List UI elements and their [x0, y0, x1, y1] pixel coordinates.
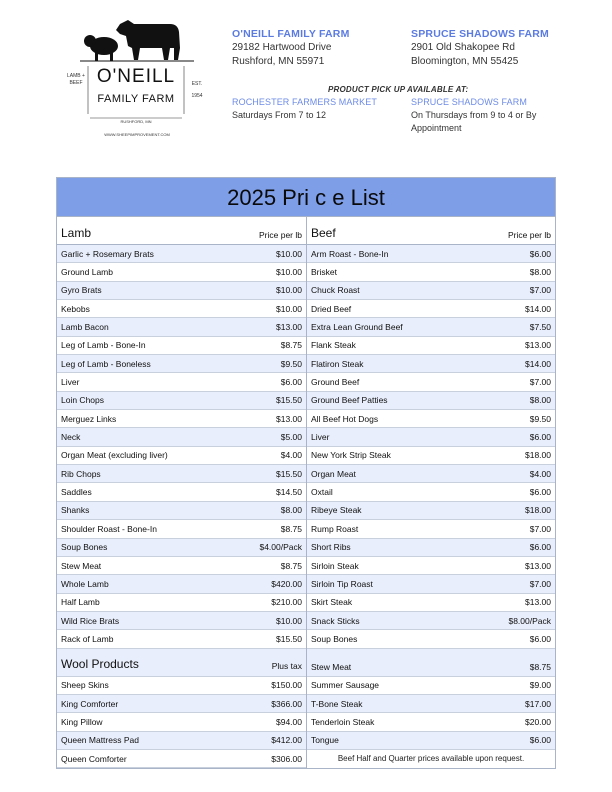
item-price: $7.50	[529, 322, 551, 333]
item-name: New York Strip Steak	[311, 450, 391, 461]
pickup-hours: Saturdays From 7 to 12	[232, 110, 327, 120]
pickup-location-spruce	[411, 96, 536, 135]
item-price: $4.00	[529, 468, 551, 479]
item-name: Queen Mattress Pad	[61, 735, 139, 746]
price-row	[57, 502, 306, 520]
farm-address-spruce	[411, 27, 549, 69]
price-row	[307, 300, 555, 318]
pickup-heading: PRODUCT PICK UP AVAILABLE AT:	[328, 85, 469, 94]
item-name: Shanks	[61, 505, 90, 516]
item-price: $17.00	[525, 698, 551, 709]
farm-name: SPRUCE SHADOWS FARM	[411, 28, 549, 40]
item-name: Half Lamb	[61, 597, 100, 608]
item-name: Liver	[61, 377, 80, 388]
item-price: $7.00	[529, 377, 551, 388]
item-name: King Comforter	[61, 698, 119, 709]
item-price: $14.00	[525, 358, 551, 369]
item-price: $6.00	[529, 633, 551, 644]
item-name: Leg of Lamb - Bone-In	[61, 340, 146, 351]
item-name: Oxtail	[311, 487, 333, 498]
item-name: Summer Sausage	[311, 680, 380, 691]
price-row	[57, 732, 306, 750]
item-price: $10.00	[276, 267, 302, 278]
beef-header	[307, 217, 555, 245]
price-row	[307, 245, 555, 263]
price-row	[57, 392, 306, 410]
item-name: Tenderloin Steak	[311, 716, 375, 727]
item-price: $9.50	[280, 358, 302, 369]
item-price: $15.50	[276, 633, 302, 644]
item-price: $210.00	[271, 597, 302, 608]
item-price: $7.00	[529, 285, 551, 296]
price-row	[57, 355, 306, 373]
item-name: Tongue	[311, 735, 339, 746]
farm-logo	[62, 16, 212, 141]
item-name: Flank Steak	[311, 340, 356, 351]
price-row	[307, 502, 555, 520]
farm-city: Rushford, MN 55971	[232, 56, 325, 67]
beef-note: Beef Half and Quarter prices available upon request.	[337, 753, 525, 763]
price-row	[307, 732, 555, 750]
price-row	[57, 612, 306, 630]
pickup-name: ROCHESTER FARMERS MARKET	[232, 97, 377, 107]
item-name: Rib Chops	[61, 468, 101, 479]
item-price: $13.00	[276, 413, 302, 424]
farm-name: O'NEILL FAMILY FARM	[232, 28, 350, 40]
item-name: Ground Beef	[311, 377, 360, 388]
price-row	[307, 373, 555, 391]
item-price: $18.00	[525, 505, 551, 516]
logo-url: WWW.SHEEPIMPROVEMENT.COM	[104, 132, 170, 137]
item-name: Liver	[311, 432, 330, 443]
item-name: King Pillow	[61, 716, 103, 727]
unit-label: Plus tax	[271, 660, 302, 671]
item-name: Wild Rice Brats	[61, 615, 120, 626]
farm-street: 29182 Hartwood Drive	[232, 42, 332, 53]
item-name: Soup Bones	[311, 633, 358, 644]
item-name: Flatiron Steak	[311, 358, 364, 369]
item-price: $412.00	[271, 735, 302, 746]
category-label: Lamb	[61, 226, 92, 240]
item-name: Stew Meat	[61, 560, 102, 571]
price-row	[57, 300, 306, 318]
price-row	[307, 318, 555, 336]
logo-town: RUSHFORD, MN	[120, 119, 152, 124]
price-row	[307, 355, 555, 373]
item-price: $6.00	[280, 377, 302, 388]
price-row	[57, 410, 306, 428]
item-name: Chuck Roast	[311, 285, 360, 296]
item-name: Queen Comforter	[61, 753, 127, 764]
price-row	[57, 539, 306, 557]
item-price: $5.00	[280, 432, 302, 443]
item-name: Snack Sticks	[311, 615, 360, 626]
price-row	[57, 318, 306, 336]
item-price: $14.50	[276, 487, 302, 498]
category-label: Wool Products	[61, 656, 139, 671]
price-row	[307, 483, 555, 501]
item-name: Sheep Skins	[61, 680, 109, 691]
price-row	[307, 630, 555, 648]
item-price: $9.00	[529, 680, 551, 691]
price-row	[57, 263, 306, 281]
logo-name: O'NEILL	[96, 66, 176, 87]
item-name: Organ Meat	[311, 468, 356, 479]
item-price: $13.00	[525, 560, 551, 571]
item-price: $8.00	[280, 505, 302, 516]
farm-address-oneill	[232, 27, 350, 69]
price-row	[307, 520, 555, 538]
item-price: $8.75	[280, 560, 302, 571]
item-price: $9.50	[529, 413, 551, 424]
price-row	[307, 447, 555, 465]
beef-stew-row	[307, 649, 555, 677]
item-name: Brisket	[311, 267, 337, 278]
item-name: Leg of Lamb - Boneless	[61, 358, 151, 369]
pickup-hours: On Thursdays from 9 to 4 or By	[411, 110, 537, 120]
item-price: $150.00	[271, 680, 302, 691]
item-price: $15.50	[276, 468, 302, 479]
unit-label: Price per lb	[508, 230, 551, 240]
item-name: Ground Beef Patties	[311, 395, 388, 406]
price-row	[307, 557, 555, 575]
price-row	[57, 594, 306, 612]
item-name: Gyro Brats	[61, 285, 102, 296]
item-price: $20.00	[525, 716, 551, 727]
price-row	[307, 677, 555, 695]
item-name: Kebobs	[61, 303, 90, 314]
item-name: Rump Roast	[311, 523, 359, 534]
unit-label: Price per lb	[259, 230, 302, 240]
item-price: $4.00/Pack	[259, 542, 302, 553]
item-price: $7.00	[529, 578, 551, 589]
price-row	[57, 337, 306, 355]
item-price: $14.00	[525, 303, 551, 314]
price-row	[57, 465, 306, 483]
price-row	[57, 245, 306, 263]
price-row	[307, 410, 555, 428]
logo-established: EST. 1954	[191, 81, 203, 99]
price-row	[57, 575, 306, 593]
item-name: Stew Meat	[311, 661, 352, 672]
item-price: $10.00	[276, 303, 302, 314]
pickup-name: SPRUCE SHADOWS FARM	[411, 97, 527, 107]
lamb-column	[57, 217, 306, 768]
item-name: Skirt Steak	[311, 597, 353, 608]
farm-city: Bloomington, MN 55425	[411, 56, 519, 67]
price-row	[57, 520, 306, 538]
item-price: $94.00	[276, 716, 302, 727]
price-row	[57, 677, 306, 695]
item-price: $10.00	[276, 248, 302, 259]
price-row	[307, 612, 555, 630]
item-name: Merguez Links	[61, 413, 117, 424]
price-row	[307, 575, 555, 593]
price-row	[57, 695, 306, 713]
item-name: T-Bone Steak	[311, 698, 363, 709]
item-name: Organ Meat (excluding liver)	[61, 450, 168, 461]
item-price: $6.00	[529, 735, 551, 746]
item-name: Saddles	[61, 487, 92, 498]
item-name: Ground Lamb	[61, 267, 113, 278]
price-row	[307, 337, 555, 355]
item-price: $10.00	[276, 285, 302, 296]
item-name: Loin Chops	[61, 395, 105, 406]
price-row	[307, 428, 555, 446]
price-row	[307, 594, 555, 612]
item-name: Whole Lamb	[61, 578, 109, 589]
beef-column	[306, 217, 555, 768]
item-price: $6.00	[529, 487, 551, 498]
item-price: $8.00	[529, 267, 551, 278]
price-row	[57, 750, 306, 768]
item-price: $7.00	[529, 523, 551, 534]
item-price: $13.00	[525, 340, 551, 351]
item-price: $6.00	[529, 432, 551, 443]
item-price: $13.00	[525, 597, 551, 608]
item-price: $4.00	[280, 450, 302, 461]
item-name: Arm Roast - Bone-In	[311, 248, 389, 259]
logo-tag-lamb-beef: LAMB + BEEF	[67, 73, 85, 86]
price-row	[57, 282, 306, 300]
price-row	[307, 695, 555, 713]
item-price: $6.00	[529, 542, 551, 553]
price-row	[57, 483, 306, 501]
item-price: $18.00	[525, 450, 551, 461]
item-price: $13.00	[276, 322, 302, 333]
price-list-table	[56, 177, 556, 769]
pickup-location-rochester	[232, 96, 377, 122]
item-price: $10.00	[276, 615, 302, 626]
item-name: Lamb Bacon	[61, 322, 109, 333]
item-price: $8.75	[280, 340, 302, 351]
item-price: $366.00	[271, 698, 302, 709]
item-price: $8.00/Pack	[508, 615, 551, 626]
item-name: Neck	[61, 432, 81, 443]
item-price: $8.75	[280, 523, 302, 534]
item-name: Dried Beef	[311, 303, 352, 314]
item-name: Short Ribs	[311, 542, 351, 553]
lamb-header	[57, 217, 306, 245]
item-name: Sirloin Tip Roast	[311, 578, 373, 589]
price-row	[57, 713, 306, 731]
price-row	[57, 630, 306, 648]
item-name: Ribeye Steak	[311, 505, 362, 516]
item-price: $8.00	[529, 395, 551, 406]
wool-header	[57, 649, 306, 677]
item-price: $6.00	[529, 248, 551, 259]
price-row	[57, 428, 306, 446]
item-price: $306.00	[271, 753, 302, 764]
price-list-title: 2025 Pri c e List	[57, 178, 555, 217]
category-label: Beef	[311, 226, 336, 240]
price-row	[307, 263, 555, 281]
item-name: Shoulder Roast - Bone-In	[61, 523, 157, 534]
item-price: $420.00	[271, 578, 302, 589]
price-row	[307, 392, 555, 410]
pickup-hours-cont: Appointment	[411, 123, 462, 133]
item-name: Extra Lean Ground Beef	[311, 322, 403, 333]
logo-subname: FAMILY FARM	[97, 93, 175, 105]
item-name: Soup Bones	[61, 542, 108, 553]
price-row	[307, 539, 555, 557]
price-row	[57, 373, 306, 391]
item-price: $8.75	[529, 661, 551, 672]
price-row	[307, 465, 555, 483]
farm-street: 2901 Old Shakopee Rd	[411, 42, 515, 53]
item-price: $15.50	[276, 395, 302, 406]
item-name: Rack of Lamb	[61, 633, 114, 644]
price-row	[307, 713, 555, 731]
item-name: Garlic + Rosemary Brats	[61, 248, 154, 259]
price-row	[57, 447, 306, 465]
item-name: Sirloin Steak	[311, 560, 359, 571]
item-name: All Beef Hot Dogs	[311, 413, 379, 424]
price-row	[307, 282, 555, 300]
price-row	[57, 557, 306, 575]
